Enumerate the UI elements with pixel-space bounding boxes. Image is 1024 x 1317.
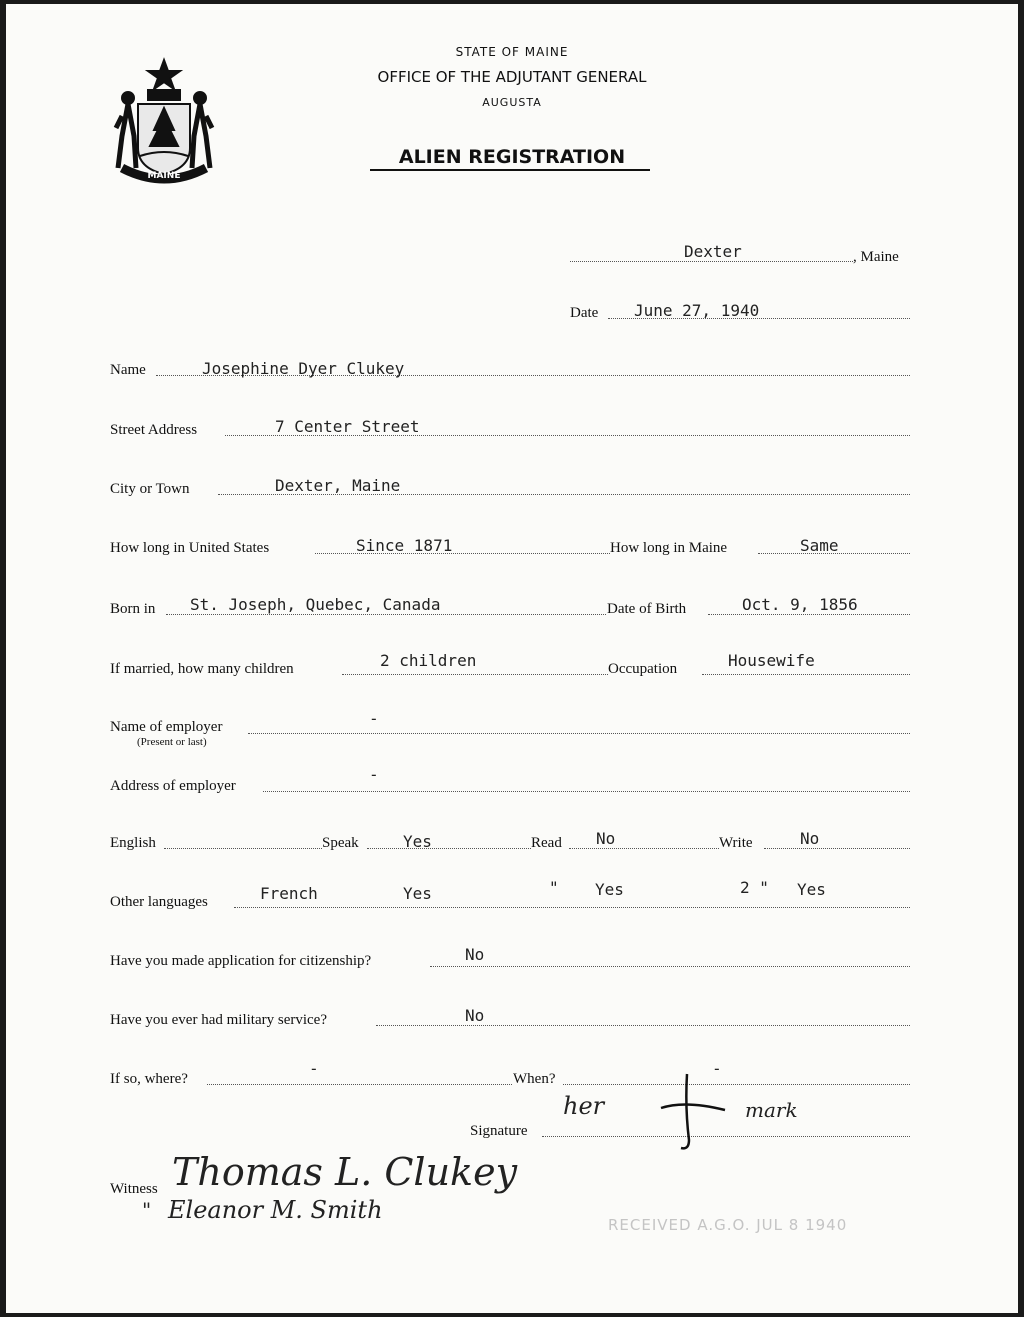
english-line-3 xyxy=(569,848,719,849)
form-title: ALIEN REGISTRATION xyxy=(398,146,626,168)
english-speak-value: Yes xyxy=(403,832,432,851)
write-label: Write xyxy=(719,835,753,851)
maine-suffix-label: , Maine xyxy=(853,249,899,265)
witness-2-ditto: " xyxy=(142,1198,152,1222)
born-in-line xyxy=(166,614,606,615)
signature-her: her xyxy=(563,1092,605,1120)
town-line xyxy=(570,261,853,262)
employer-name-line xyxy=(248,733,910,734)
other-write-ditto: 2 " xyxy=(740,878,769,897)
other-speak-value: Yes xyxy=(403,884,432,903)
date-label: Date xyxy=(570,305,599,321)
occupation-label: Occupation xyxy=(608,661,678,677)
married-children-label: If married, how many children xyxy=(110,661,294,677)
occupation-line xyxy=(702,674,910,675)
employer-name-value: - xyxy=(369,709,379,728)
employer-address-line xyxy=(263,791,910,792)
military-line xyxy=(376,1025,910,1026)
english-line-1 xyxy=(164,848,322,849)
where-label: If so, where? xyxy=(110,1071,188,1087)
english-read-value: No xyxy=(596,829,616,848)
employer-name-label: Name of employer xyxy=(110,719,223,735)
received-stamp: RECEIVED A.G.O. JUL 8 1940 xyxy=(608,1216,848,1234)
military-value: No xyxy=(465,1006,485,1025)
date-value: June 27, 1940 xyxy=(634,301,760,320)
signature-mark: mark xyxy=(745,1098,798,1122)
header-city: AUGUSTA xyxy=(482,96,542,109)
document-page xyxy=(6,4,1018,1313)
seal-banner-text: MAINE xyxy=(147,171,181,181)
other-languages-line xyxy=(234,907,910,908)
where-value: - xyxy=(309,1059,319,1078)
town-value: Dexter xyxy=(684,242,742,261)
other-read-ditto: " xyxy=(549,878,559,897)
name-label: Name xyxy=(110,362,146,378)
employer-address-value: - xyxy=(369,765,379,784)
title-underline xyxy=(370,169,650,171)
english-label: English xyxy=(110,835,156,851)
citizenship-value: No xyxy=(465,945,485,964)
witness-2-signature: Eleanor M. Smith xyxy=(168,1196,383,1224)
signature-cross-mark xyxy=(655,1068,735,1154)
other-write-value: Yes xyxy=(797,880,826,899)
witness-label: Witness xyxy=(110,1181,158,1197)
date-of-birth-label: Date of Birth xyxy=(607,601,687,617)
where-line xyxy=(207,1084,512,1085)
english-line-2 xyxy=(367,848,531,849)
citizenship-label: Have you made application for citizenship? xyxy=(110,953,372,969)
children-value: 2 children xyxy=(380,651,477,670)
when-label: When? xyxy=(513,1071,556,1087)
header-state: STATE OF MAINE xyxy=(455,45,569,59)
other-language-value: French xyxy=(260,884,318,903)
english-write-value: No xyxy=(800,829,820,848)
header-office: OFFICE OF THE ADJUTANT GENERAL xyxy=(377,68,647,86)
street-address-label: Street Address xyxy=(110,422,198,438)
date-of-birth-value: Oct. 9, 1856 xyxy=(742,595,858,614)
military-label: Have you ever had military service? xyxy=(110,1012,327,1028)
signature-label: Signature xyxy=(470,1123,528,1139)
how-long-maine-label: How long in Maine xyxy=(610,540,728,556)
how-long-us-value: Since 1871 xyxy=(356,536,453,555)
other-read-value: Yes xyxy=(595,880,624,899)
english-line-4 xyxy=(764,848,910,849)
born-in-value: St. Joseph, Quebec, Canada xyxy=(190,595,441,614)
read-label: Read xyxy=(531,835,562,851)
how-long-us-label: How long in United States xyxy=(110,540,270,556)
witness-1-signature: Thomas L. Clukey xyxy=(172,1150,518,1194)
married-children-line xyxy=(342,674,608,675)
speak-label: Speak xyxy=(322,835,359,851)
employer-address-label: Address of employer xyxy=(110,778,236,794)
name-value: Josephine Dyer Clukey xyxy=(202,359,405,378)
born-in-label: Born in xyxy=(110,601,156,617)
when-line xyxy=(563,1084,910,1085)
street-address-value: 7 Center Street xyxy=(275,417,420,436)
other-languages-label: Other languages xyxy=(110,894,208,910)
when-value: - xyxy=(712,1059,722,1078)
how-long-maine-value: Same xyxy=(800,536,839,555)
city-label: City or Town xyxy=(110,481,190,497)
occupation-value: Housewife xyxy=(728,651,815,670)
date-of-birth-line xyxy=(708,614,910,615)
citizenship-line xyxy=(430,966,910,967)
city-value: Dexter, Maine xyxy=(275,476,401,495)
employer-name-note: (Present or last) xyxy=(137,736,207,748)
